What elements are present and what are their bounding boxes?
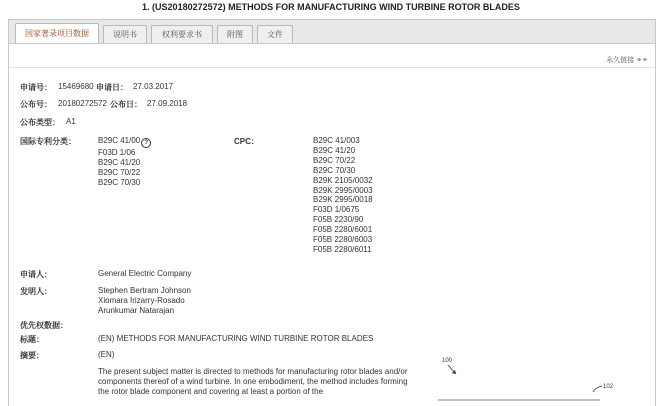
- link-icon: ⚭⚭: [636, 57, 648, 64]
- inventor-name: Arunkumar Natarajan: [98, 305, 175, 315]
- application-date: 27.03.2017: [133, 82, 174, 91]
- tab-documents[interactable]: 文件: [257, 25, 293, 44]
- application-number: 15469680: [58, 82, 94, 91]
- cpc-code[interactable]: B29C 41/20: [313, 145, 356, 155]
- inventor-label: 发明人：: [20, 287, 52, 296]
- tab-claims[interactable]: 权利要求书: [151, 25, 213, 44]
- cpc-code[interactable]: F05B 2280/6001: [313, 225, 373, 235]
- cpc-code[interactable]: B29C 70/30: [313, 165, 356, 175]
- tab-drawings[interactable]: 附图: [217, 25, 253, 44]
- publication-number-label: 公布号：: [20, 100, 52, 109]
- ipc-label: 国际专利分类：: [20, 137, 76, 146]
- help-icon[interactable]: ?: [141, 138, 151, 148]
- cpc-code[interactable]: B29K 2105/0032: [313, 175, 373, 185]
- abstract-drawing[interactable]: [430, 352, 630, 406]
- publication-date: 27.09.2018: [147, 99, 188, 108]
- cpc-code[interactable]: B29K 2995/0018: [313, 195, 373, 205]
- reference-numeral-100: 100: [442, 358, 453, 364]
- abstract-text: The present subject matter is directed to methods for manufacturing rotor blades and/or components thereof of a wind turbine. In one embodiment, the method includes forming the rotor blade component and covering at least a portion of the: [98, 367, 408, 396]
- ipc-code[interactable]: B29C 41/20: [98, 157, 141, 167]
- permalink-link[interactable]: [606, 55, 648, 65]
- abstract-label: 摘要：: [20, 351, 44, 360]
- publication-number: 20180272572: [58, 99, 107, 108]
- ipc-code[interactable]: B29C 41/00: [98, 136, 141, 145]
- reference-numeral-102: 102: [603, 384, 614, 390]
- applicant-label: 申请人：: [20, 270, 52, 279]
- publication-date-label: 公布日：: [110, 100, 142, 109]
- applicant-name: General Electric Company: [98, 269, 192, 278]
- cpc-label: CPC：: [234, 137, 259, 146]
- ipc-code[interactable]: F03D 1/06: [98, 148, 136, 157]
- ipc-code[interactable]: B29C 70/22: [98, 167, 141, 177]
- publication-type-label: 公布类型：: [20, 118, 60, 127]
- leader-line: [593, 386, 602, 392]
- cpc-code[interactable]: B29C 41/003: [313, 136, 360, 145]
- ipc-code[interactable]: B29C 70/30: [98, 177, 141, 187]
- inventor-name: Stephen Bertram Johnson: [98, 286, 191, 295]
- page-title: 1. (US20180272572) METHODS FOR MANUFACTURING WIND TURBINE ROTOR BLADES: [142, 2, 520, 12]
- tab-bibliographic-data[interactable]: 国家著录项目数据: [15, 23, 99, 44]
- title-label: 标题：: [20, 335, 44, 344]
- priority-label: 优先权数据：: [20, 321, 68, 330]
- permalink-label: 永久链接: [606, 57, 635, 64]
- application-number-label: 申请号：: [20, 83, 52, 92]
- cpc-list: [313, 136, 373, 255]
- cpc-code[interactable]: F03D 1/0675: [313, 205, 360, 215]
- cpc-code[interactable]: B29C 70/22: [313, 155, 356, 165]
- ipc-list: [98, 136, 151, 188]
- tab-bar: [8, 19, 656, 43]
- cpc-code[interactable]: F05B 2280/6011: [313, 244, 372, 254]
- divider: [9, 67, 655, 68]
- tab-description[interactable]: 说明书: [103, 25, 147, 44]
- application-date-label: 申请日：: [96, 83, 128, 92]
- publication-type: A1: [66, 117, 76, 126]
- cpc-code[interactable]: B29K 2995/0003: [313, 185, 373, 195]
- cpc-code[interactable]: F05B 2280/6003: [313, 235, 373, 245]
- abstract-language: (EN): [98, 350, 115, 359]
- cpc-code[interactable]: F05B 2230/90: [313, 215, 364, 225]
- patent-title: (EN) METHODS FOR MANUFACTURING WIND TURBINE ROTOR BLADES: [98, 334, 374, 343]
- inventor-list: [98, 286, 191, 316]
- inventor-name: Xiomara Irizarry-Rosado: [98, 295, 185, 305]
